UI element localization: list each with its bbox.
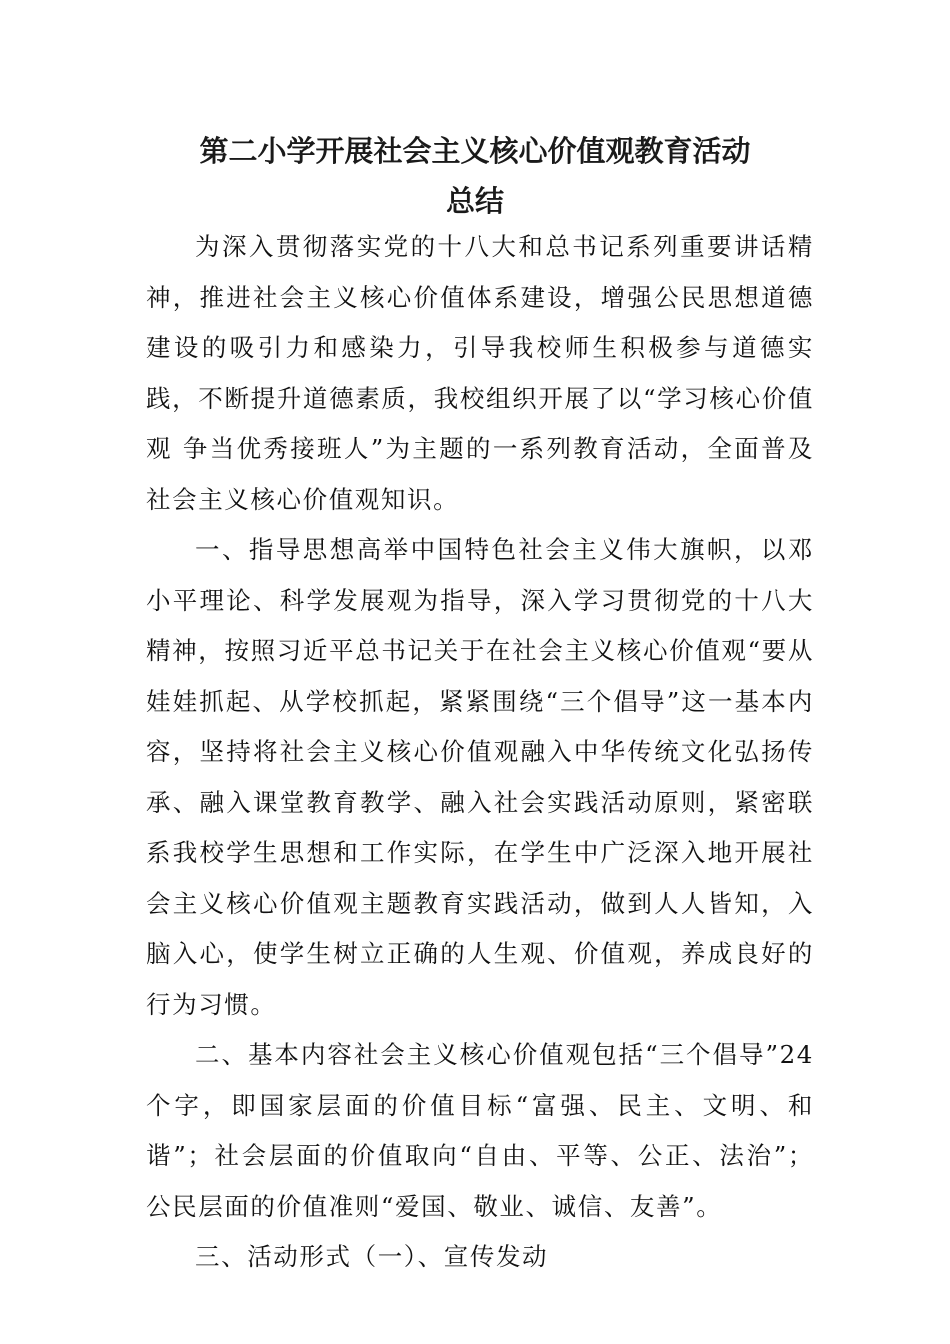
document-title: 第二小学开展社会主义核心价值观教育活动: [199, 134, 751, 168]
paragraph-activity-form: 三、活动形式（一）、宣传发动: [195, 1242, 549, 1271]
document-body: [146, 222, 814, 1283]
paragraph-guiding-ideology: 一、指导思想高举中国特色社会主义伟大旗帜，以邓小平理论、科学发展观为指导，深入学习贯彻党的十八大精神，按照习近平总书记关于在社会主义核心价值观“要从娃娃抓起、从学校抓起，紧紧围绕“三个倡导”这一基本内容，坚持将社会主义核心价值观融入中华传统文化弘扬传承、融入课堂教育教学、融入社会实践活动原则，紧密联系我校学生思想和工作实际，在学生中广泛深入地开展社会主义核心价值观主题教育实践活动，做到人人皆知，入脑入心，使学生树立正确的人生观、价值观，养成良好的行为习惯。: [146, 535, 814, 1019]
document-title-subline: 总结: [445, 184, 504, 218]
paragraph-intro: 为深入贯彻落实党的十八大和总书记系列重要讲话精神，推进社会主义核心价值体系建设，增强公民思想道德建设的吸引力和感染力，引导我校师生积极参与道德实践，不断提升道德素质，我校组织开展了以“学习核心价值观 争当优秀接班人”为主题的一系列教育活动，全面普及社会主义核心价值观知识。: [146, 232, 814, 514]
paragraph-basic-content: 二、基本内容社会主义核心价值观包括“三个倡导”24个字，即国家层面的价值目标“富强、民主、文明、和谐”；社会层面的价值取向“自由、平等、公正、法治”；公民层面的价值准则“爱国、敬业、诚信、友善”。: [146, 1040, 814, 1221]
